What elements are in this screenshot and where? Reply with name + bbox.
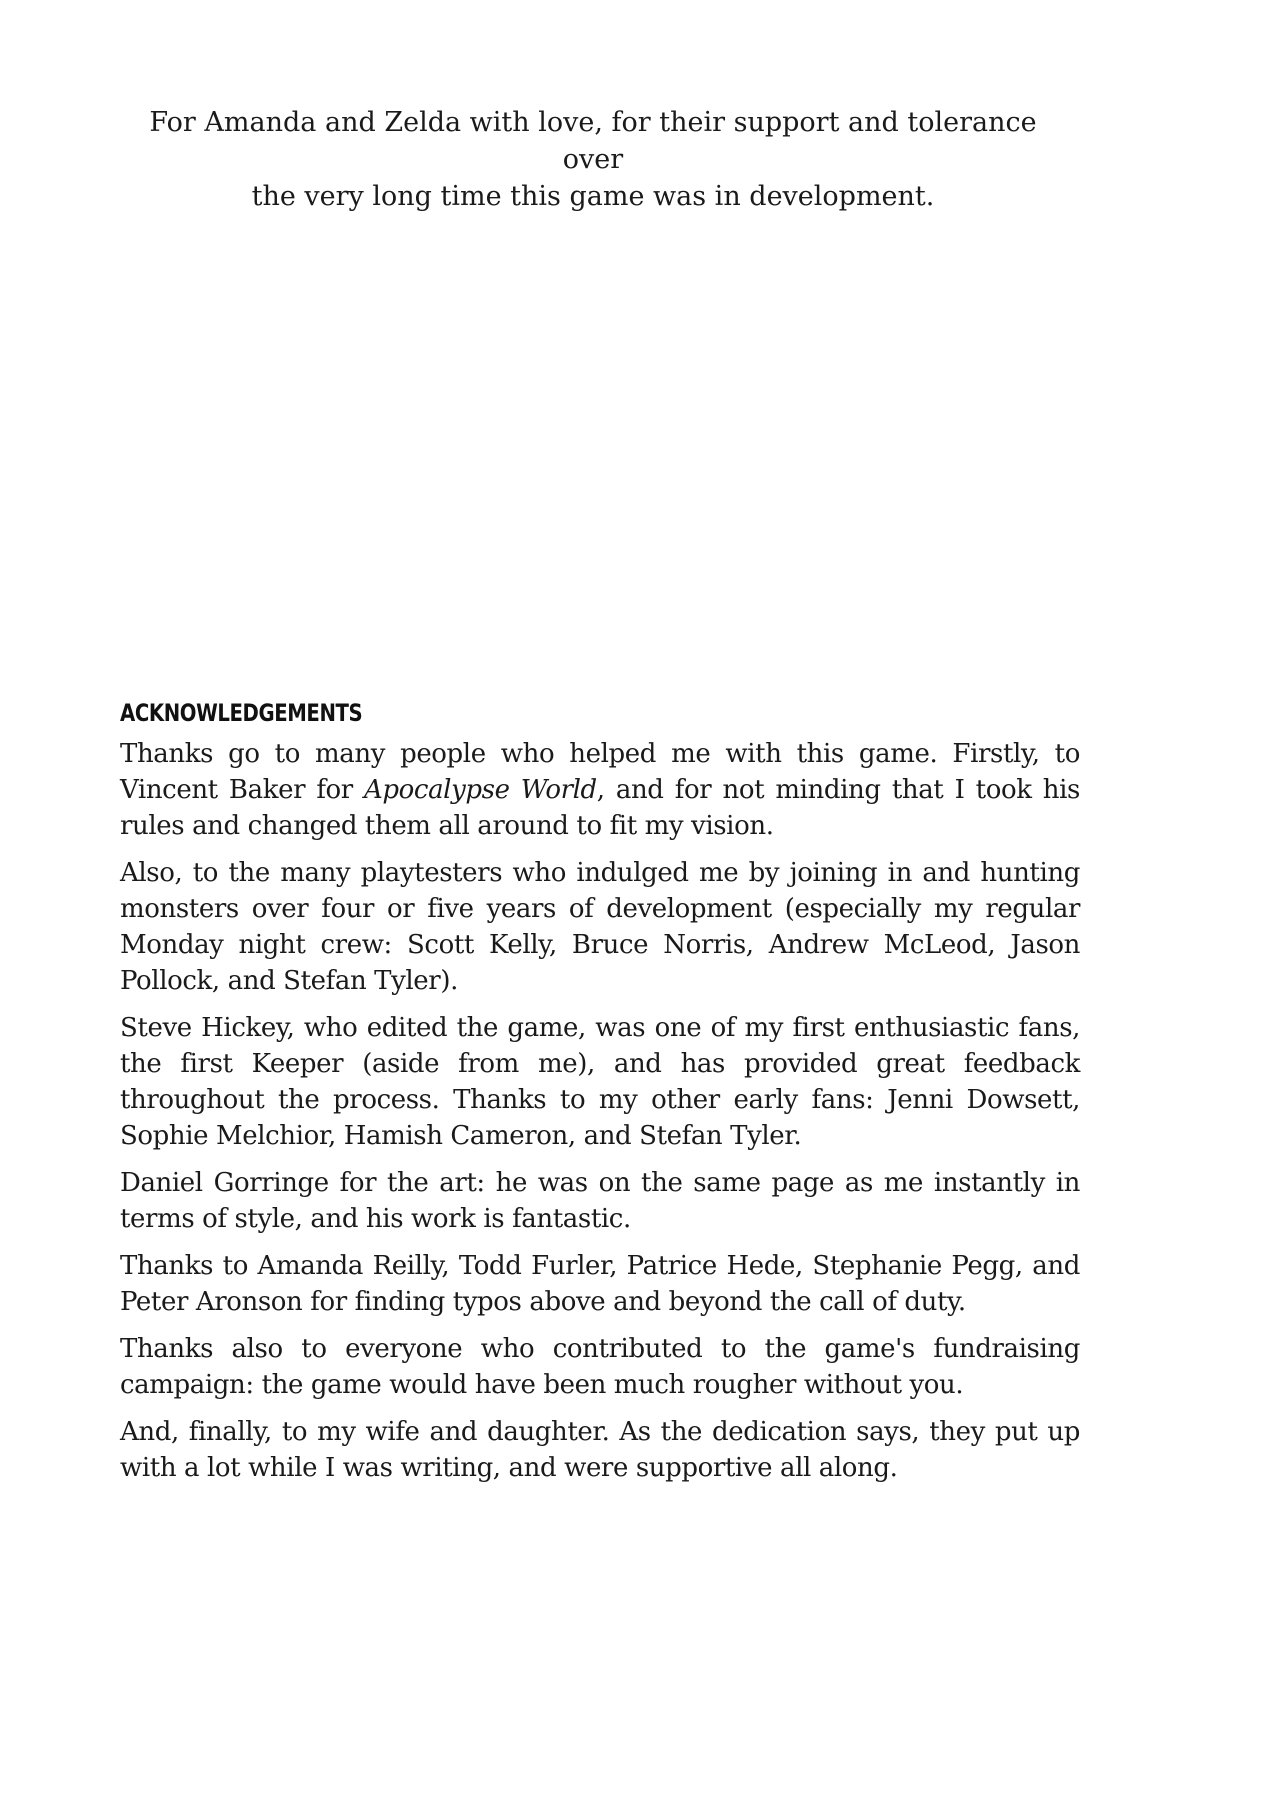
acknowledgements-heading: ACKNOWLEDGEMENTS xyxy=(120,699,363,727)
ack-paragraph-4: Daniel Gorringe for the art: he was on the same page as me instantly in terms of style, and his work is fantastic. xyxy=(120,1168,1080,1234)
ack-paragraph-5: Thanks to Amanda Reilly, Todd Furler, Patrice Hede, Stephanie Pegg, and Peter Aronson for finding typos above and beyond the call of duty. xyxy=(120,1251,1080,1317)
dedication-line-2: the very long time this game was in development. xyxy=(251,181,935,212)
acknowledgements-section xyxy=(120,698,1080,1497)
ack-paragraph-6: Thanks also to everyone who contributed to the game's fundraising campaign: the game would have been much rougher without you. xyxy=(120,1334,1080,1400)
dedication xyxy=(118,104,1068,215)
ack-paragraph-1 xyxy=(120,736,1080,844)
ack-paragraph-2: Also, to the many playtesters who indulged me by joining in and hunting monsters over four or five years of development (especially my regular Monday night crew: Scott Kelly, Bruce Norris, Andrew McLeod, Jason Pollock, and Stefan Tyler). xyxy=(120,858,1080,996)
ack-p1-text-after: , and for not minding that I took his rules and changed them all around to fit my vision. xyxy=(120,775,1080,841)
dedication-line-1: For Amanda and Zelda with love, for their support and tolerance over xyxy=(149,107,1037,175)
ack-p1-text-before: Thanks go to many people who helped me with this game. Firstly, to Vincent Baker for xyxy=(120,739,1080,805)
ack-p1-book-title: Apocalypse World xyxy=(364,775,597,805)
ack-paragraph-3: Steve Hickey, who edited the game, was one of my first enthusiastic fans, the first Keeper (aside from me), and has provided great feedback throughout the process. Thanks to my other early fans: Jenni Dowsett, Sophie Melchior, Hamish Cameron, and Stefan Tyler. xyxy=(120,1013,1080,1151)
ack-paragraph-7: And, finally, to my wife and daughter. As the dedication says, they put up with a lot while I was writing, and were supportive all along. xyxy=(120,1417,1080,1483)
